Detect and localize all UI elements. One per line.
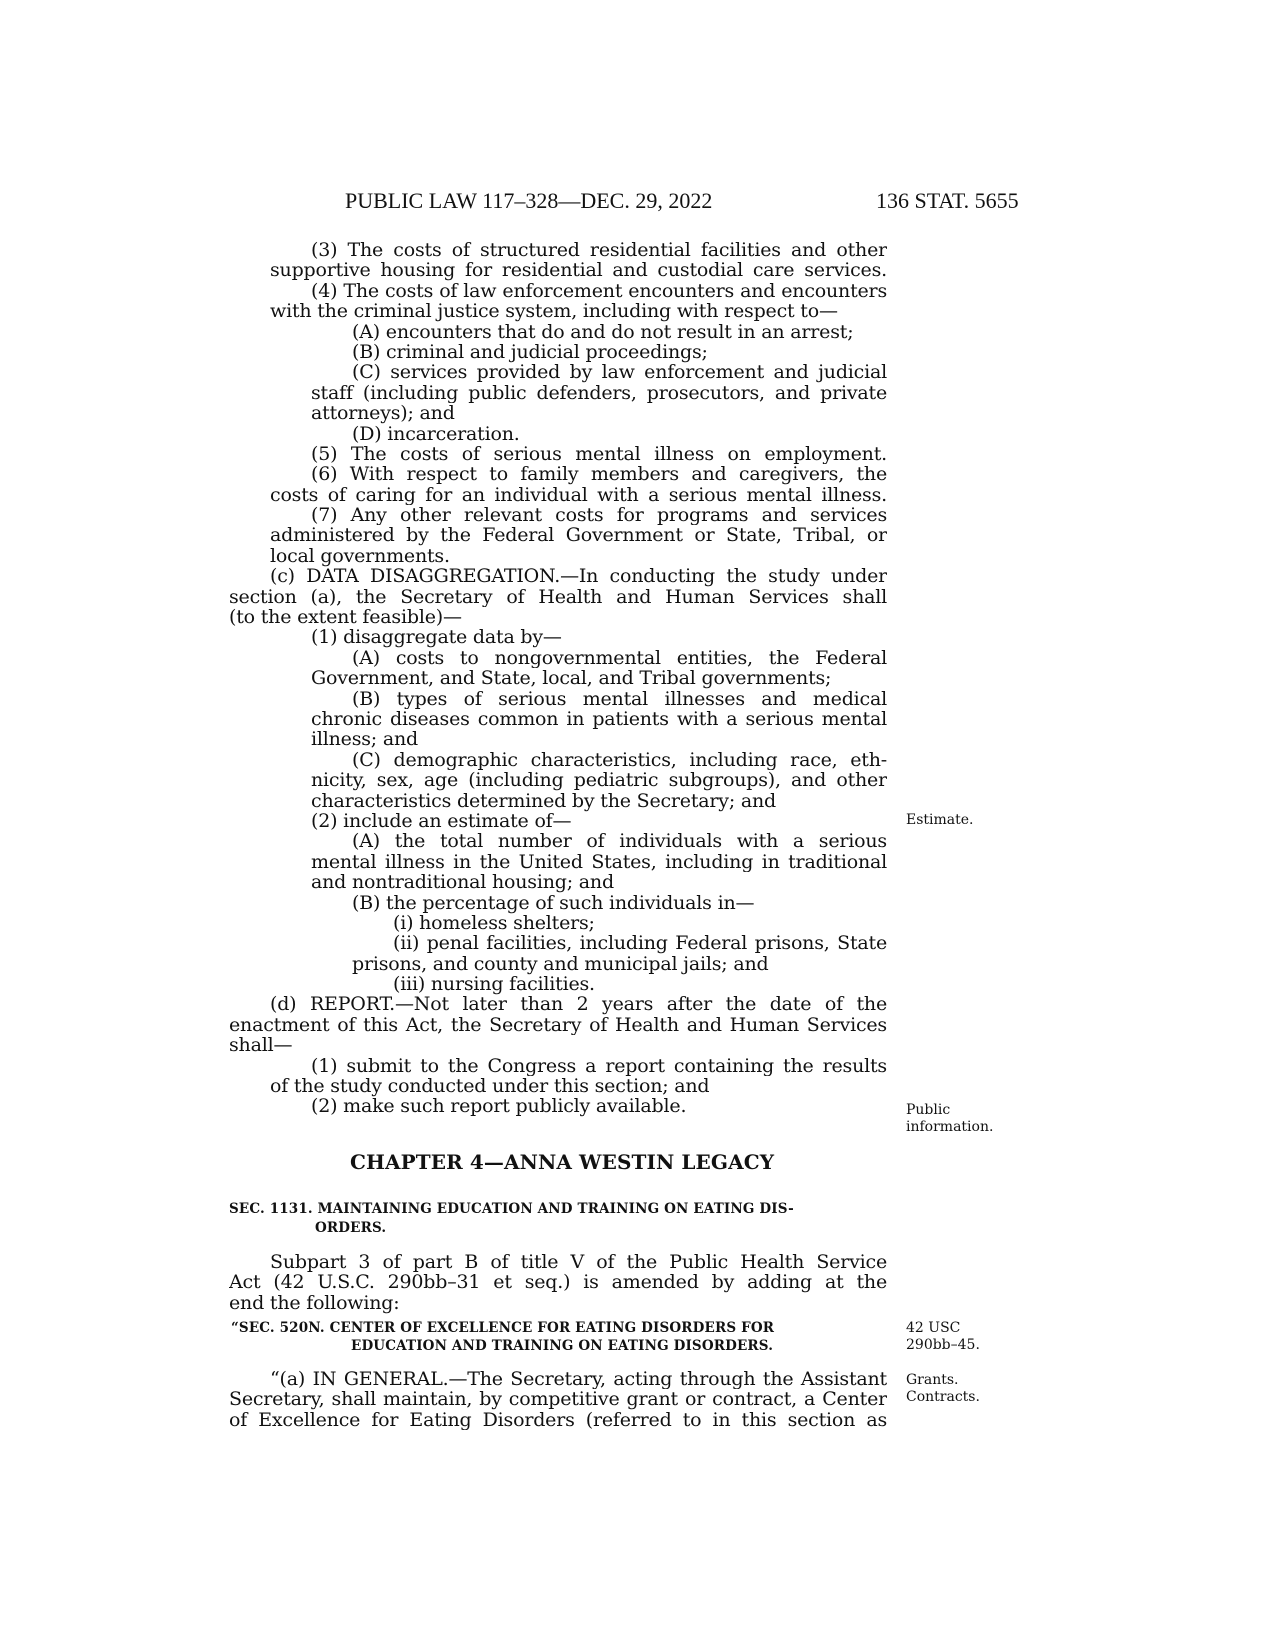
body-line: (A) encounters that do and do not result in an arrest;	[352, 320, 854, 343]
margin-note-line: Contracts.	[906, 1389, 980, 1405]
body-line: costs of caring for an individual with a serious mental illness.	[270, 484, 887, 506]
body-line: (C) services provided by law enforcement and judicial	[352, 362, 887, 383]
body-line: enactment of this Act, the Secretary of Health and Human Services	[229, 1014, 887, 1036]
margin-note-grants-contracts	[906, 1372, 980, 1406]
body-line: (D) incarceration.	[352, 422, 520, 445]
body-line: (5) The costs of serious mental illness on employment.	[311, 443, 887, 465]
body-line: (7) Any other relevant costs for programs and services	[311, 505, 887, 526]
general-line-1	[229, 1369, 887, 1389]
amendment-line: Act (42 U.S.C. 290bb–31 et seq.) is amended by adding at the	[229, 1272, 887, 1293]
body-line: (1) disaggregate data by—	[311, 626, 562, 649]
body-line: Government, and State, local, and Tribal governments;	[311, 667, 832, 690]
body-line: section (a), the Secretary of Health and Human Services shall	[229, 586, 887, 608]
general-line-1-text: “(a) IN GENERAL.—The Secretary, acting through the Assistant	[270, 1369, 887, 1390]
section-1131-heading-line2: ORDERS.	[315, 1220, 387, 1236]
body-line: supportive housing for residential and custodial care services.	[270, 260, 887, 281]
margin-note-estimate: Estimate.	[906, 812, 974, 828]
body-line: (i) homeless shelters;	[393, 911, 595, 934]
body-line: (B) the percentage of such individuals in—	[352, 891, 755, 914]
body-line: (c) DATA DISAGGREGATION.—In conducting the study under	[270, 566, 887, 587]
body-line: illness; and	[311, 728, 418, 751]
chapter-heading: CHAPTER 4—ANNA WESTIN LEGACY	[350, 1150, 775, 1174]
amendment-text	[229, 1252, 887, 1313]
body-line: (A) the total number of individuals with a serious	[352, 831, 887, 852]
body-line: with the criminal justice system, including with respect to—	[270, 300, 838, 323]
body-line: mental illness in the United States, including in traditional	[311, 851, 887, 873]
margin-note-line: information.	[906, 1119, 994, 1135]
body-line: prisons, and county and municipal jails; and	[352, 952, 769, 975]
body-line: staff (including public defenders, prosecutors, and private	[311, 382, 887, 404]
margin-note-line: 290bb–45.	[906, 1337, 980, 1353]
section-520n-heading-line2: EDUCATION AND TRAINING ON EATING DISORDERS.	[351, 1338, 774, 1354]
amendment-line: end the following:	[229, 1291, 400, 1314]
body-line: (1) submit to the Congress a report containing the results	[311, 1055, 887, 1077]
body-line: (A) costs to nongovernmental entities, the Federal	[352, 647, 887, 669]
body-line: of the study conducted under this section; and	[270, 1075, 710, 1098]
body-line: nicity, sex, age (including pediatric subgroups), and other	[311, 770, 887, 791]
body-line: (3) The costs of structured residential facilities and other	[311, 240, 887, 261]
general-line: of Excellence for Eating Disorders (referred to in this section as	[229, 1409, 887, 1431]
margin-note-line: Public	[906, 1102, 951, 1118]
body-line: (iii) nursing facilities.	[393, 973, 595, 996]
body-line: and nontraditional housing; and	[311, 871, 614, 894]
body-line: (2) include an estimate of—	[311, 809, 572, 832]
page-stat-number: 136 STAT. 5655	[876, 188, 1019, 213]
body-line: (B) criminal and judicial proceedings;	[352, 340, 708, 363]
amendment-line: Subpart 3 of part B of title V of the Public Health Service	[270, 1252, 887, 1273]
general-line: Secretary, shall maintain, by competitive grant or contract, a Center	[229, 1389, 887, 1410]
body-line: (6) With respect to family members and caregivers, the	[311, 464, 887, 485]
body-line: shall—	[229, 1034, 293, 1057]
body-text	[229, 240, 887, 1117]
general-text	[229, 1369, 887, 1430]
margin-note-public-information	[906, 1102, 993, 1136]
body-line: administered by the Federal Government or State, Tribal, or	[270, 525, 887, 546]
body-line: (d) REPORT.—Not later than 2 years after the date of the	[270, 994, 887, 1015]
body-line: (to the extent feasible)—	[229, 606, 462, 629]
body-line: characteristics determined by the Secretary; and	[311, 789, 777, 812]
body-line: (C) demographic characteristics, including race, eth-	[352, 749, 887, 771]
body-line: (B) types of serious mental illnesses and medical	[352, 688, 887, 709]
section-520n-heading-line1: “SEC. 520N. CENTER OF EXCELLENCE FOR EATING DISORDERS FOR	[231, 1320, 775, 1336]
body-line: chronic diseases common in patients with a serious mental	[311, 708, 887, 730]
margin-note-line: 42 USC	[906, 1320, 961, 1336]
section-1131-heading-line1: SEC. 1131. MAINTAINING EDUCATION AND TRAINING ON EATING DIS-	[229, 1201, 794, 1217]
body-line: local governments.	[270, 544, 450, 567]
body-line: (2) make such report publicly available.	[311, 1095, 687, 1118]
running-header-title: PUBLIC LAW 117–328—DEC. 29, 2022	[345, 188, 713, 213]
body-line: (4) The costs of law enforcement encounters and encounters	[311, 280, 887, 302]
margin-note-line: Grants.	[906, 1372, 959, 1388]
body-line: attorneys); and	[311, 402, 455, 425]
body-line: (ii) penal facilities, including Federal prisons, State	[393, 933, 887, 954]
margin-note-usc-citation	[906, 1320, 980, 1354]
